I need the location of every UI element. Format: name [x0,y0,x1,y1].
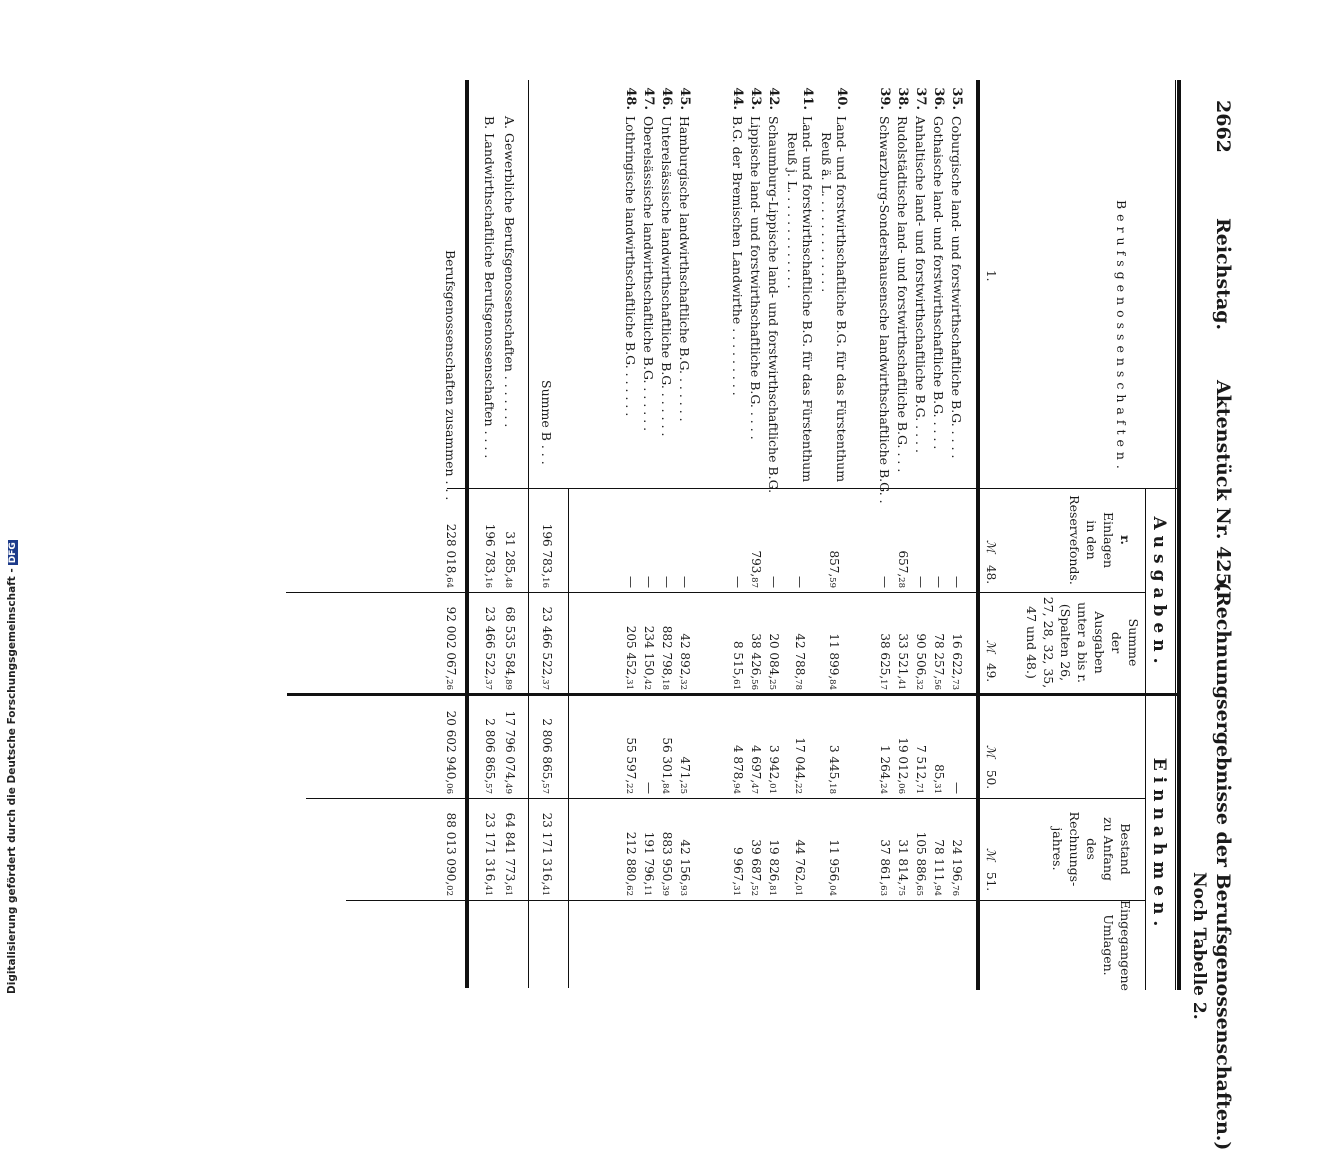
row-number: 35. [949,87,964,110]
cell-eingegangene-umlagen: 191 796,11 [642,831,656,896]
cell-eingegangene-umlagen: 37 861,63 [878,839,892,896]
dfg-logo: DFG [8,542,18,564]
summe-b-label: Summe B . . . [539,380,554,465]
cell-eingegangene-umlagen: 24 196,76 [950,839,964,896]
page-number: 2662 [1212,100,1234,153]
cell-eingegangene-umlagen: 39 687,52 [749,839,763,896]
cell-bestand-anfang: 471,25 [678,756,692,794]
header-title: (Rechnungsergebnisse der Berufsgenossenschaften.) [1212,582,1234,1150]
cell-bestand-anfang: 3 942,01 [767,744,781,794]
total-48: 228 018,64 [444,523,458,588]
cell-bestand-anfang: 4 878,94 [731,744,745,794]
cell-einlagen-reservefonds: 857,59 [827,550,841,588]
row-name: Land- und forstwirthschaftliche B.G. für das Fürstenthum [800,116,815,483]
summe-rule [568,488,569,988]
summary-einlagen-reservefonds: 31 285,48 [503,531,517,588]
cell-einlagen-reservefonds: — [914,576,928,588]
cell-einlagen-reservefonds: — [932,576,946,588]
cell-summe-ausgaben: 8 515,61 [731,640,745,690]
total-50: 20 602 940,06 [444,710,458,794]
cell-bestand-anfang: 7 512,71 [914,744,928,794]
row-name: Oberelsässische landwirthschaftliche B.G. . . . . . . [641,116,656,432]
group-rule [1145,488,1146,990]
cell-bestand-anfang: 55 597,22 [624,737,638,794]
row-name: Lothringische landwirthschaftliche B.G. . . . . . . [623,116,638,417]
row-name: Coburgische land- und forstwirthschaftliche B.G. . . . . [949,116,964,459]
cell-bestand-anfang: 19 012,06 [896,737,910,794]
col-number-48: 48. [984,565,998,585]
header-aktenstueck: Aktenstück Nr. 425. [1212,380,1234,593]
cell-bestand-anfang: — [950,782,964,794]
cell-eingegangene-umlagen: 9 967,31 [731,846,745,896]
summary-eingegangene-umlagen: 23 171 316,41 [483,812,497,896]
cell-bestand-anfang: 4 697,47 [749,744,763,794]
cell-eingegangene-umlagen: 42 156,93 [678,839,692,896]
col-number-51: 51. [984,872,998,892]
group-einnahmen: Einnahmen. [1149,757,1169,933]
cell-summe-ausgaben: 90 506,32 [914,633,928,690]
row-name-continued: Reuß j. L. . . . . . . . . . . . . [785,132,800,289]
cell-summe-ausgaben: 234 150,42 [642,625,656,690]
row-name: Unterelsässische landwirthschaftliche B.G. . . . . . . [659,116,674,437]
cell-bestand-anfang: 17 044,22 [793,737,807,794]
cell-eingegangene-umlagen: 31 814,75 [896,839,910,896]
col-divider-49 [287,693,1177,696]
header-reichstag: Reichstag. [1212,218,1234,331]
group-ausgaben: Ausgaben. [1149,516,1169,670]
summe-b-48: 196 783,16 [540,523,554,588]
row-number: 36. [931,87,946,110]
cell-eingegangene-umlagen: 105 886,65 [914,831,928,896]
cell-einlagen-reservefonds: — [793,576,807,588]
summary-eingegangene-umlagen: 64 841 773,61 [503,812,517,896]
header-subtitle: Noch Tabelle 2. [1189,872,1209,1020]
cell-einlagen-reservefonds: — [678,576,692,588]
cell-summe-ausgaben: 20 084,25 [767,633,781,690]
col-divider-50 [306,798,1146,799]
cell-einlagen-reservefonds: — [660,576,674,588]
col-number-1: 1. [984,270,998,282]
table-top-rule-thin [1175,80,1176,990]
row-number: 37. [913,87,928,110]
unit-50: ℳ [984,745,998,758]
footer-note: Digitalisierung gefördert durch die Deutsche Forschungsgemeinschaft -DFG [6,542,18,994]
row-name: Land- und forstwirthschaftliche B.G. für das Fürstenthum [834,116,849,483]
summary-bestand-anfang: 17 796 074,49 [503,710,517,794]
cell-eingegangene-umlagen: 11 956,04 [827,839,841,896]
cell-einlagen-reservefonds: — [642,576,656,588]
cell-eingegangene-umlagen: 78 111,94 [932,839,946,896]
unit-49: ℳ [984,640,998,653]
cell-eingegangene-umlagen: 19 826,81 [767,839,781,896]
cell-summe-ausgaben: 42 788,78 [793,633,807,690]
row-number: 44. [730,87,745,110]
total-rule [465,80,469,988]
cell-bestand-anfang: — [642,782,656,794]
cell-eingegangene-umlagen: 883 950,39 [660,831,674,896]
cell-summe-ausgaben: 16 622,73 [950,633,964,690]
row-number: 39. [877,87,892,110]
cell-einlagen-reservefonds: 793,87 [749,550,763,588]
cell-eingegangene-umlagen: 212 880,62 [624,831,638,896]
cell-summe-ausgaben: 42 892,32 [678,633,692,690]
row-number: 43. [748,87,763,110]
cell-bestand-anfang: 3 445,18 [827,744,841,794]
row-name: Schwarzburg-Sondershausensche landwirthschaftliche B.G. . [877,116,892,504]
row-number: 48. [623,87,638,110]
row-number: 47. [641,87,656,110]
cell-einlagen-reservefonds: — [950,576,964,588]
col-header-summe: Summe der Ausgaben unter a bis r. (Spalten 26, 27, 28, 32, 35, 47 und 48.) [1024,596,1141,689]
col-divider-48 [286,592,1146,593]
row-name: Hamburgische landwirthschaftliche B.G. . . . . . . [677,116,692,422]
header-bottom-rule [976,80,980,990]
summary-summe-ausgaben: 68 535 584,89 [503,606,517,690]
row-name: Gothaische land- und forstwirthschaftliche B.G. . . . . [931,116,946,450]
col-number-50: 50. [984,770,998,790]
row-number: 42. [766,87,781,110]
total-label: Berufsgenossenschaften zusammen . . . [443,250,458,501]
unit-51: ℳ [984,848,998,861]
cell-einlagen-reservefonds: 657,28 [896,550,910,588]
col-header-r: r. Einlagen in den Reservefonds. [1067,495,1133,585]
cell-einlagen-reservefonds: — [767,576,781,588]
cell-einlagen-reservefonds: — [731,576,745,588]
row-name: Rudolstädtische land- und forstwirthschaftliche B.G. . . . [895,116,910,473]
cell-summe-ausgaben: 11 899,84 [827,633,841,690]
row-number: 41. [800,87,815,110]
cell-einlagen-reservefonds: — [878,576,892,588]
row-name: Anhaltische land- und forstwirthschaftliche B.G. . . . . [913,116,928,453]
cell-bestand-anfang: 56 301,84 [660,737,674,794]
row-number: 45. [677,87,692,110]
summary-summe-ausgaben: 23 466 522,37 [483,606,497,690]
cell-bestand-anfang: 1 264,24 [878,744,892,794]
summary-bestand-anfang: 2 806 865,57 [483,718,497,794]
summe-b-51: 23 171 316,41 [540,812,554,896]
col-number-49: 49. [984,663,998,683]
summary-einlagen-reservefonds: 196 783,16 [483,523,497,588]
row-name: B.G. der Bremischen Landwirthe . . . . . . . . . [730,116,745,396]
col-header-bestand: Bestand zu Anfang des Rechnungs- jahres. [1050,811,1133,887]
summe-b-49: 23 466 522,37 [540,606,554,690]
table-top-rule [1177,80,1181,990]
col-header-eingegangene: Eingegangene Umlagen. [1101,900,1133,991]
total-51: 88 013 090,02 [444,812,458,896]
cell-summe-ausgaben: 33 521,41 [896,633,910,690]
summary-rule [528,80,529,988]
row-number: 46. [659,87,674,110]
cell-summe-ausgaben: 78 257,56 [932,633,946,690]
summary-label: A. Gewerbliche Berufsgenossenschaften . . . . . . . [502,116,517,428]
col-header-berufsgenossenschaften: Berufsgenossenschaften. [1114,200,1129,474]
row-name: Lippische land- und forstwirthschaftliche B.G. . . . . [748,116,763,440]
summe-b-50: 2 806 865,57 [540,718,554,794]
row-number: 40. [834,87,849,110]
cell-summe-ausgaben: 38 625,17 [878,633,892,690]
cell-summe-ausgaben: 38 426,56 [749,633,763,690]
row-number: 38. [895,87,910,110]
summary-label: B. Landwirthschaftliche Berufsgenossenschaften . . . . [482,116,497,459]
unit-48: ℳ [984,540,998,553]
cell-einlagen-reservefonds: — [624,576,638,588]
cell-summe-ausgaben: 205 452,31 [624,625,638,690]
cell-bestand-anfang: 85,31 [932,764,946,794]
total-49: 92 002 067,26 [444,606,458,690]
row-name: Schaumburg-Lippische land- und forstwirthschaftliche B.G. [766,116,781,494]
row-name-continued: Reuß ä. L. . . . . . . . . . . . . [819,132,834,293]
cell-eingegangene-umlagen: 44 762,01 [793,839,807,896]
cell-summe-ausgaben: 882 798,18 [660,625,674,690]
